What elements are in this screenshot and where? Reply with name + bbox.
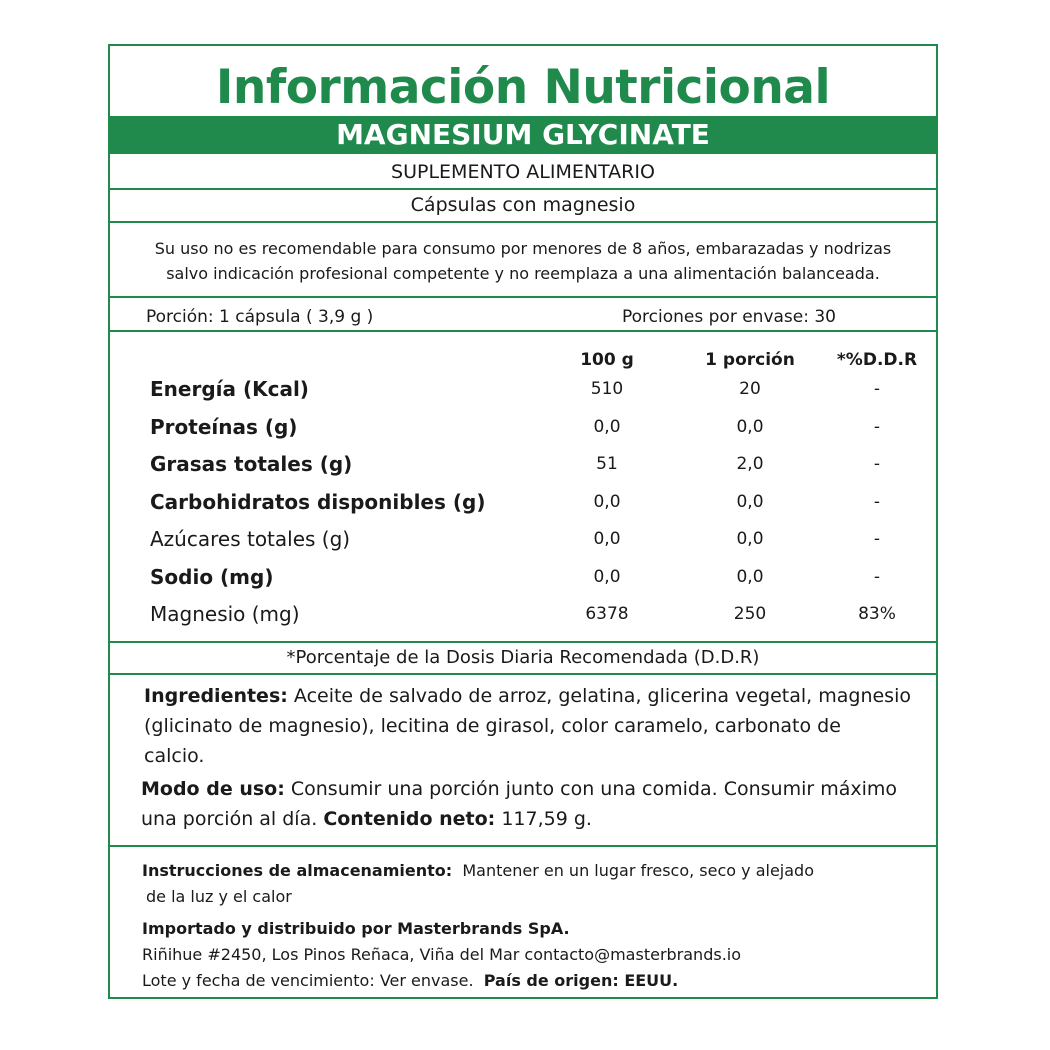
importer-address: Riñihue #2450, Los Pinos Reñaca, Viña del Mar contacto@masterbrands.io [142, 945, 742, 964]
usage-label: Modo de uso: [141, 778, 285, 800]
nutrient-name: Magnesio (mg) [150, 602, 300, 626]
nutrient-name: Carbohidratos disponibles (g) [150, 490, 486, 514]
ingredients-label: Ingredientes: [144, 685, 288, 707]
value-per-portion: 250 [733, 604, 767, 624]
importer-section [142, 916, 741, 994]
divider [110, 221, 936, 223]
product-name-band: MAGNESIUM GLYCINATE [110, 116, 936, 154]
value-per-100g: 0,0 [593, 492, 621, 512]
portion-size: Porción: 1 cápsula ( 3,9 g ) [146, 307, 374, 327]
value-per-100g: 6378 [585, 604, 629, 624]
usage-line-2: una porción al día. [141, 808, 318, 830]
value-ddr: 83% [858, 604, 896, 624]
value-per-portion: 0,0 [736, 492, 764, 512]
value-per-portion: 0,0 [736, 529, 764, 549]
divider [110, 330, 936, 332]
product-format: Cápsulas con magnesio [410, 194, 636, 216]
storage-line-1: Mantener en un lugar fresco, seco y alejado [462, 861, 814, 880]
value-per-portion: 0,0 [736, 567, 764, 587]
value-ddr: - [873, 529, 881, 549]
label-title: Información Nutricional [215, 60, 831, 115]
storage-line-2: de la luz y el calor [146, 887, 292, 906]
value-per-100g: 0,0 [593, 529, 621, 549]
storage-label: Instrucciones de almacenamiento: [142, 861, 453, 880]
value-per-100g: 0,0 [593, 567, 621, 587]
value-per-portion: 2,0 [736, 454, 764, 474]
net-content-label: Contenido neto: [323, 808, 496, 830]
value-ddr: - [873, 567, 881, 587]
value-per-100g: 0,0 [593, 417, 621, 437]
value-ddr: - [873, 379, 881, 399]
nutrient-name: Azúcares totales (g) [150, 527, 351, 551]
usage-section [141, 774, 897, 834]
table-row [110, 559, 936, 596]
ingredients-section [144, 681, 911, 771]
nutrient-name: Energía (Kcal) [150, 377, 309, 401]
country-of-origin: País de origen: EEUU. [483, 971, 679, 990]
ddr-footnote: *Porcentaje de la Dosis Diaria Recomendada (D.D.R) [286, 647, 760, 668]
nutrient-name: Proteínas (g) [150, 415, 298, 439]
portions-per-pack: Porciones por envase: 30 [622, 307, 837, 327]
portion-row [110, 302, 936, 332]
usage-line-1: Consumir una porción junto con una comida. Consumir máximo [290, 778, 898, 800]
product-category: SUPLEMENTO ALIMENTARIO [391, 161, 655, 183]
nutrient-name: Grasas totales (g) [150, 452, 353, 476]
table-row [110, 409, 936, 446]
table-row [110, 371, 936, 408]
importer-label: Importado y distribuido por Masterbrands SpA. [142, 919, 570, 938]
storage-section [142, 858, 814, 910]
divider [110, 845, 936, 847]
value-per-portion: 0,0 [736, 417, 764, 437]
ingredients-line-3: calcio. [144, 745, 205, 767]
usage-warning [110, 236, 936, 296]
value-per-100g: 51 [596, 454, 618, 474]
table-row [110, 484, 936, 521]
table-row [110, 521, 936, 558]
value-ddr: - [873, 454, 881, 474]
ingredients-line-2: (glicinato de magnesio), lecitina de girasol, color caramelo, carbonato de [144, 715, 841, 737]
net-content-value: 117,59 g. [501, 808, 592, 830]
table-row [110, 596, 936, 633]
header-ddr: *%D.D.R [836, 350, 918, 370]
warning-line-2: salvo indicación profesional competente y no reemplaza a una alimentación balanceada. [166, 264, 880, 283]
header-per-portion: 1 porción [705, 350, 795, 370]
value-per-100g: 510 [590, 379, 624, 399]
value-ddr: - [873, 492, 881, 512]
warning-line-1: Su uso no es recomendable para consumo por menores de 8 años, embarazadas y nodrizas [154, 239, 892, 258]
table-row [110, 446, 936, 483]
header-per-100g: 100 g [580, 350, 634, 370]
value-ddr: - [873, 417, 881, 437]
divider [110, 296, 936, 298]
divider [110, 673, 936, 675]
ingredients-line-1: Aceite de salvado de arroz, gelatina, glicerina vegetal, magnesio [293, 685, 911, 707]
nutrition-label-panel [108, 44, 938, 999]
value-per-portion: 20 [739, 379, 761, 399]
lot-expiry: Lote y fecha de vencimiento: Ver envase. [142, 971, 474, 990]
nutrient-name: Sodio (mg) [150, 565, 274, 589]
